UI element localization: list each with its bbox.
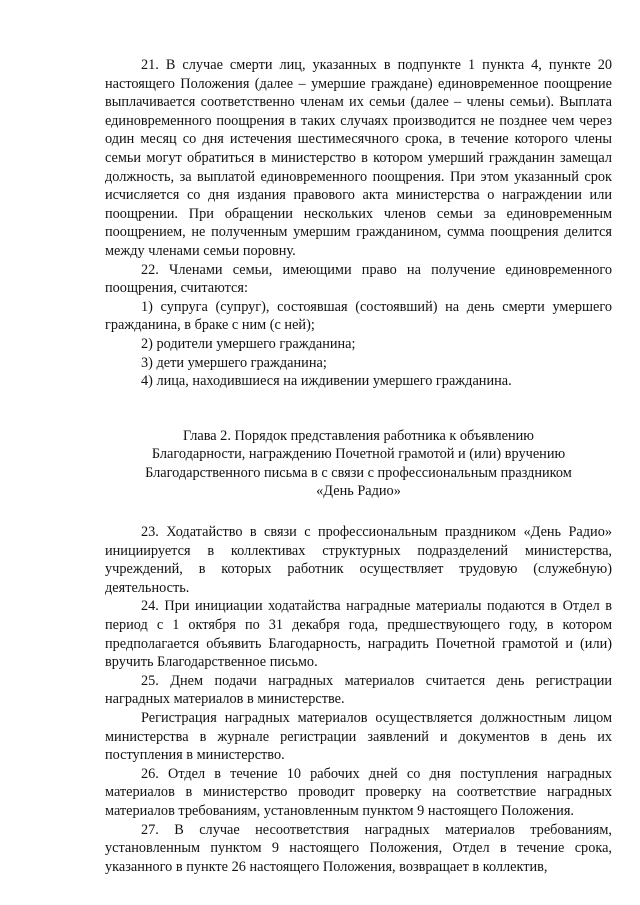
section-top — [105, 56, 612, 391]
chapter-heading — [105, 427, 612, 501]
paragraph-23: 23. Ходатайство в связи с профессиональным праздником «День Радио» инициируется в коллективах структурных подразделений министерства, учреждений, в которых работник осуществляет трудовую (служебную) деятельность. — [105, 524, 612, 596]
paragraph-22: 22. Членами семьи, имеющими право на получение единовременного поощрения, считаются: — [105, 261, 612, 297]
section-bottom — [105, 523, 612, 876]
list-item-children: 3) дети умершего гражданина; — [141, 354, 327, 371]
chapter-heading-line-2: Благодарности, награждению Почетной грамотой и (или) вручению — [151, 446, 566, 463]
paragraph-25: 25. Днем подачи наградных материалов считается день регистрации наградных материалов в министерстве. — [105, 672, 612, 708]
chapter-heading-line-3: Благодарственного письма в с связи с профессиональным праздником — [145, 464, 572, 481]
list-item-dependents: 4) лица, находившиеся на иждивении умершего гражданина. — [141, 373, 512, 390]
paragraph-27: 27. В случае несоответствия наградных материалов требованиям, установленным пунктом 9 настоящего Положения, Отдел в течение срока, указанного в пункте 26 настоящего Положения, возвращает в коллектив, — [105, 821, 612, 875]
paragraph-21: 21. В случае смерти лиц, указанных в подпункте 1 пункта 4, пункте 20 настоящего Положения (далее – умершие граждане) единовременное поощрение выплачивается соответственно членам их семьи (далее – члены семьи). Выплата единовременного поощрения в таких случаях производится не позднее чем через один месяц со дня истечения шестимесячного срока, в течение которого члены семьи могут обратиться в министерство в котором умерший гражданин замещал должность, за выплатой единовременного поощрения. При этом указанный срок исчисляется со дня издания правового акта министерства о награждении или поощрении. При обращении нескольких членов семьи за единовременным поощрением, не полученным умершим гражданином, сумма поощрения делится между членами семьи поровну. — [105, 57, 612, 259]
paragraph-24: 24. При инициации ходатайства наградные материалы подаются в Отдел в период с 1 октября по 31 декабря года, предшествующего году, в котором предполагается объявить Благодарность, наградить Почетной грамотой и (или) вручить Благодарственное письмо. — [105, 598, 612, 671]
paragraph-26: 26. Отдел в течение 10 рабочих дней со дня поступления наградных материалов в министерство проводит проверку на соответствие наградных материалов требованиям, установленным пунктом 9 настоящего Положения. — [105, 765, 612, 819]
chapter-heading-line-1: Глава 2. Порядок представления работника к объявлению — [183, 427, 534, 444]
list-item-parents: 2) родители умершего гражданина; — [141, 335, 356, 352]
paragraph-25-registration: Регистрация наградных материалов осуществляется должностным лицом министерства в журнале регистрации заявлений и документов в день их поступления в министерство. — [105, 710, 612, 764]
chapter-heading-line-4: «День Радио» — [316, 483, 401, 500]
list-item-spouse: 1) супруга (супруг), состоявшая (состоявший) на день смерти умершего гражданина, в браке с ним (с ней); — [105, 298, 612, 334]
